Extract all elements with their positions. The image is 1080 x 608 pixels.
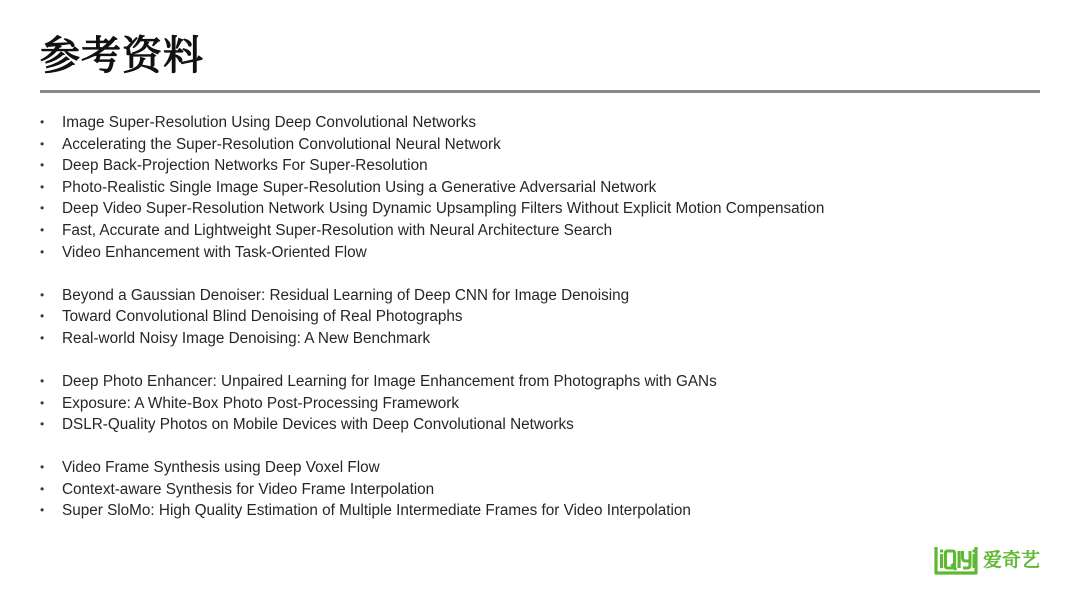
bullet-icon: • <box>40 460 45 475</box>
reference-item <box>40 112 1030 134</box>
bullet-icon: • <box>40 309 45 324</box>
reference-item <box>40 479 1030 501</box>
bullet-icon: • <box>40 395 45 410</box>
reference-title: Deep Back-Projection Networks For Super-Resolution <box>62 157 428 175</box>
reference-title: DSLR-Quality Photos on Mobile Devices with Deep Convolutional Networks <box>62 416 574 434</box>
reference-title: Real-world Noisy Image Denoising: A New Benchmark <box>62 329 431 347</box>
reference-item <box>40 134 1030 156</box>
reference-title: Video Enhancement with Task-Oriented Flow <box>62 243 367 261</box>
iqiyi-logo <box>933 543 1040 577</box>
bullet-icon: • <box>40 158 45 173</box>
bullet-icon: • <box>40 244 45 259</box>
reference-title: Exposure: A White-Box Photo Post-Processing Framework <box>62 394 460 412</box>
reference-item <box>40 306 1030 328</box>
reference-title: Context-aware Synthesis for Video Frame Interpolation <box>62 480 435 498</box>
reference-title: Deep Video Super-Resolution Network Using Dynamic Upsampling Filters Without Explicit Motion Compensation <box>62 200 825 218</box>
bullet-icon: • <box>40 330 45 345</box>
title-divider <box>40 90 1040 93</box>
reference-item <box>40 500 1030 522</box>
reference-title: Photo-Realistic Single Image Super-Resolution Using a Generative Adversarial Network <box>62 178 657 196</box>
bullet-icon: • <box>40 201 45 216</box>
reference-item <box>40 220 1030 242</box>
reference-item <box>40 328 1030 350</box>
reference-item <box>40 457 1030 479</box>
reference-title: Image Super-Resolution Using Deep Convolutional Networks <box>62 114 477 131</box>
bullet-icon: • <box>40 503 45 518</box>
reference-title: Super SloMo: High Quality Estimation of Multiple Intermediate Frames for Video Interpolation <box>62 502 691 520</box>
bullet-icon: • <box>40 373 45 388</box>
bullet-icon: • <box>40 287 45 302</box>
reference-item <box>40 371 1030 393</box>
reference-item <box>40 177 1030 199</box>
reference-item <box>40 198 1030 220</box>
reference-group <box>40 112 1030 263</box>
reference-item <box>40 155 1030 177</box>
reference-group <box>40 371 1030 436</box>
reference-title: Fast, Accurate and Lightweight Super-Resolution with Neural Architecture Search <box>62 221 613 239</box>
reference-item <box>40 414 1030 436</box>
reference-item <box>40 285 1030 307</box>
reference-title: Deep Photo Enhancer: Unpaired Learning for Image Enhancement from Photographs with GANs <box>62 372 717 390</box>
reference-title: Accelerating the Super-Resolution Convolutional Neural Network <box>62 135 501 153</box>
reference-group <box>40 285 1030 350</box>
bullet-icon: • <box>40 481 45 496</box>
reference-title: Video Frame Synthesis using Deep Voxel Flow <box>62 459 380 477</box>
reference-group <box>40 457 1030 522</box>
bullet-icon: • <box>40 222 45 237</box>
reference-title: Toward Convolutional Blind Denoising of Real Photographs <box>62 308 463 326</box>
reference-title: Beyond a Gaussian Denoiser: Residual Learning of Deep CNN for Image Denoising <box>62 286 630 304</box>
iqiyi-logo-text: 爱奇艺 <box>983 549 1041 571</box>
reference-list <box>40 112 1030 544</box>
iqiyi-logo-icon <box>933 543 979 577</box>
reference-item <box>40 393 1030 415</box>
reference-item <box>40 242 1030 264</box>
bullet-icon: • <box>40 417 45 432</box>
bullet-icon: • <box>40 179 45 194</box>
page-title: 参考资料 <box>40 33 204 79</box>
bullet-icon: • <box>40 136 45 151</box>
bullet-icon: • <box>40 115 45 129</box>
